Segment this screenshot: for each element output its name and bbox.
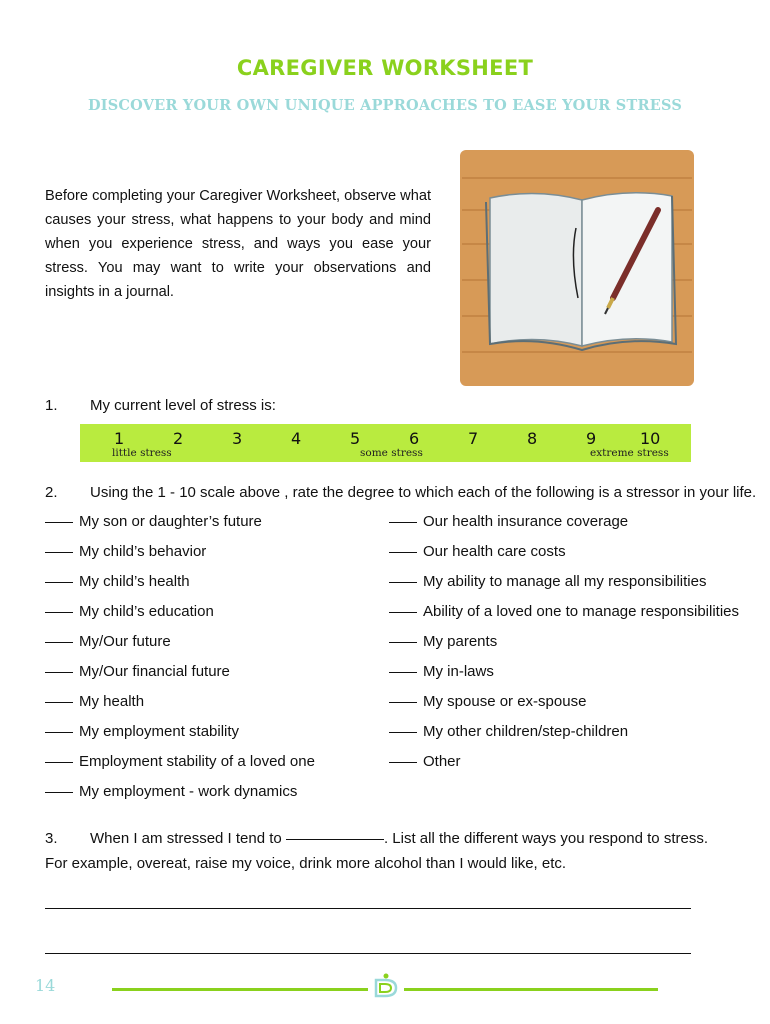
rating-blank[interactable] [45, 642, 73, 643]
scale-value: 10 [640, 429, 661, 448]
stressor-item[interactable]: Our health care costs [389, 543, 566, 560]
stressor-item[interactable]: My parents [389, 633, 497, 650]
rating-blank[interactable] [45, 792, 73, 793]
rating-blank[interactable] [389, 702, 417, 703]
rating-blank[interactable] [389, 762, 417, 763]
footer-line-right [404, 988, 658, 991]
scale-value: 2 [173, 429, 184, 448]
stressor-item[interactable]: Our health insurance coverage [389, 513, 628, 530]
scale-value: 1 [114, 429, 125, 448]
scale-value: 9 [586, 429, 597, 448]
rating-blank[interactable] [389, 522, 417, 523]
question-3-text-after: . List all the different ways you respond to stress. For example, overeat, raise my voice, drink more alcohol than I would like, etc. [45, 830, 708, 872]
answer-line[interactable] [45, 908, 691, 909]
question-3-number: 3. [45, 830, 58, 847]
rating-blank[interactable] [45, 732, 73, 733]
worksheet-title: CAREGIVER WORKSHEET [236, 56, 534, 80]
question-1-number: 1. [45, 397, 58, 414]
rating-blank[interactable] [45, 702, 73, 703]
stressor-item[interactable]: My/Our financial future [45, 663, 230, 680]
question-3-text-before: When I am stressed I tend to [90, 830, 282, 847]
stressor-item[interactable]: My child’s health [45, 573, 190, 590]
intro-paragraph: Before completing your Caregiver Worksheet, observe what causes your stress, what happens to your body and mind when you experience stress, and ways you ease your stress. You may want to write your observations and insights in a journal. [45, 188, 431, 300]
scale-value: 8 [527, 429, 538, 448]
rating-blank[interactable] [389, 612, 417, 613]
rating-blank[interactable] [389, 732, 417, 733]
footer-line-left [112, 988, 368, 991]
question-2-number: 2. [45, 484, 58, 501]
scale-value: 7 [468, 429, 479, 448]
question-1-text: My current level of stress is: [90, 397, 276, 414]
stressor-item[interactable]: My son or daughter’s future [45, 513, 262, 530]
rating-blank[interactable] [389, 582, 417, 583]
rating-blank[interactable] [389, 552, 417, 553]
stressor-item[interactable]: My health [45, 693, 144, 710]
stressor-item[interactable]: My in-laws [389, 663, 494, 680]
scale-high-label: extreme stress [590, 447, 669, 459]
stressor-item[interactable]: My child’s behavior [45, 543, 206, 560]
notebook-pen-icon [458, 148, 696, 388]
rating-blank[interactable] [45, 582, 73, 583]
rating-blank[interactable] [45, 522, 73, 523]
worksheet-subtitle: DISCOVER YOUR OWN UNIQUE APPROACHES TO EASE YOUR STRESS [87, 97, 682, 114]
rating-blank[interactable] [45, 552, 73, 553]
page-number: 14 [35, 976, 56, 995]
stressor-item[interactable]: My employment stability [45, 723, 239, 740]
rating-blank[interactable] [389, 642, 417, 643]
answer-line[interactable] [45, 953, 691, 954]
stressor-item[interactable]: My employment - work dynamics [45, 783, 297, 800]
scale-mid-label: some stress [360, 447, 423, 459]
d-logo-icon [372, 972, 400, 1000]
stressor-item[interactable]: My/Our future [45, 633, 171, 650]
rating-blank[interactable] [45, 612, 73, 613]
scale-value: 5 [350, 429, 361, 448]
stress-response-blank[interactable] [286, 839, 384, 840]
rating-blank[interactable] [45, 672, 73, 673]
scale-value: 6 [409, 429, 420, 448]
stressor-item[interactable]: Employment stability of a loved one [45, 753, 315, 770]
stressor-item[interactable]: My other children/step-children [389, 723, 628, 740]
scale-value: 4 [291, 429, 302, 448]
rating-blank[interactable] [45, 762, 73, 763]
question-2-text: Using the 1 - 10 scale above , rate the degree to which each of the following is a stressor in your life. [90, 484, 757, 501]
scale-low-label: little stress [112, 447, 172, 459]
stressor-item[interactable]: My spouse or ex-spouse [389, 693, 586, 710]
scale-value: 3 [232, 429, 243, 448]
question-3 [45, 826, 727, 876]
stressor-item[interactable]: Other [389, 753, 461, 770]
stressor-item[interactable]: My child’s education [45, 603, 214, 620]
rating-blank[interactable] [389, 672, 417, 673]
stressor-item[interactable]: My ability to manage all my responsibilities [389, 573, 706, 590]
stressor-item[interactable]: Ability of a loved one to manage responsibilities [389, 603, 739, 620]
